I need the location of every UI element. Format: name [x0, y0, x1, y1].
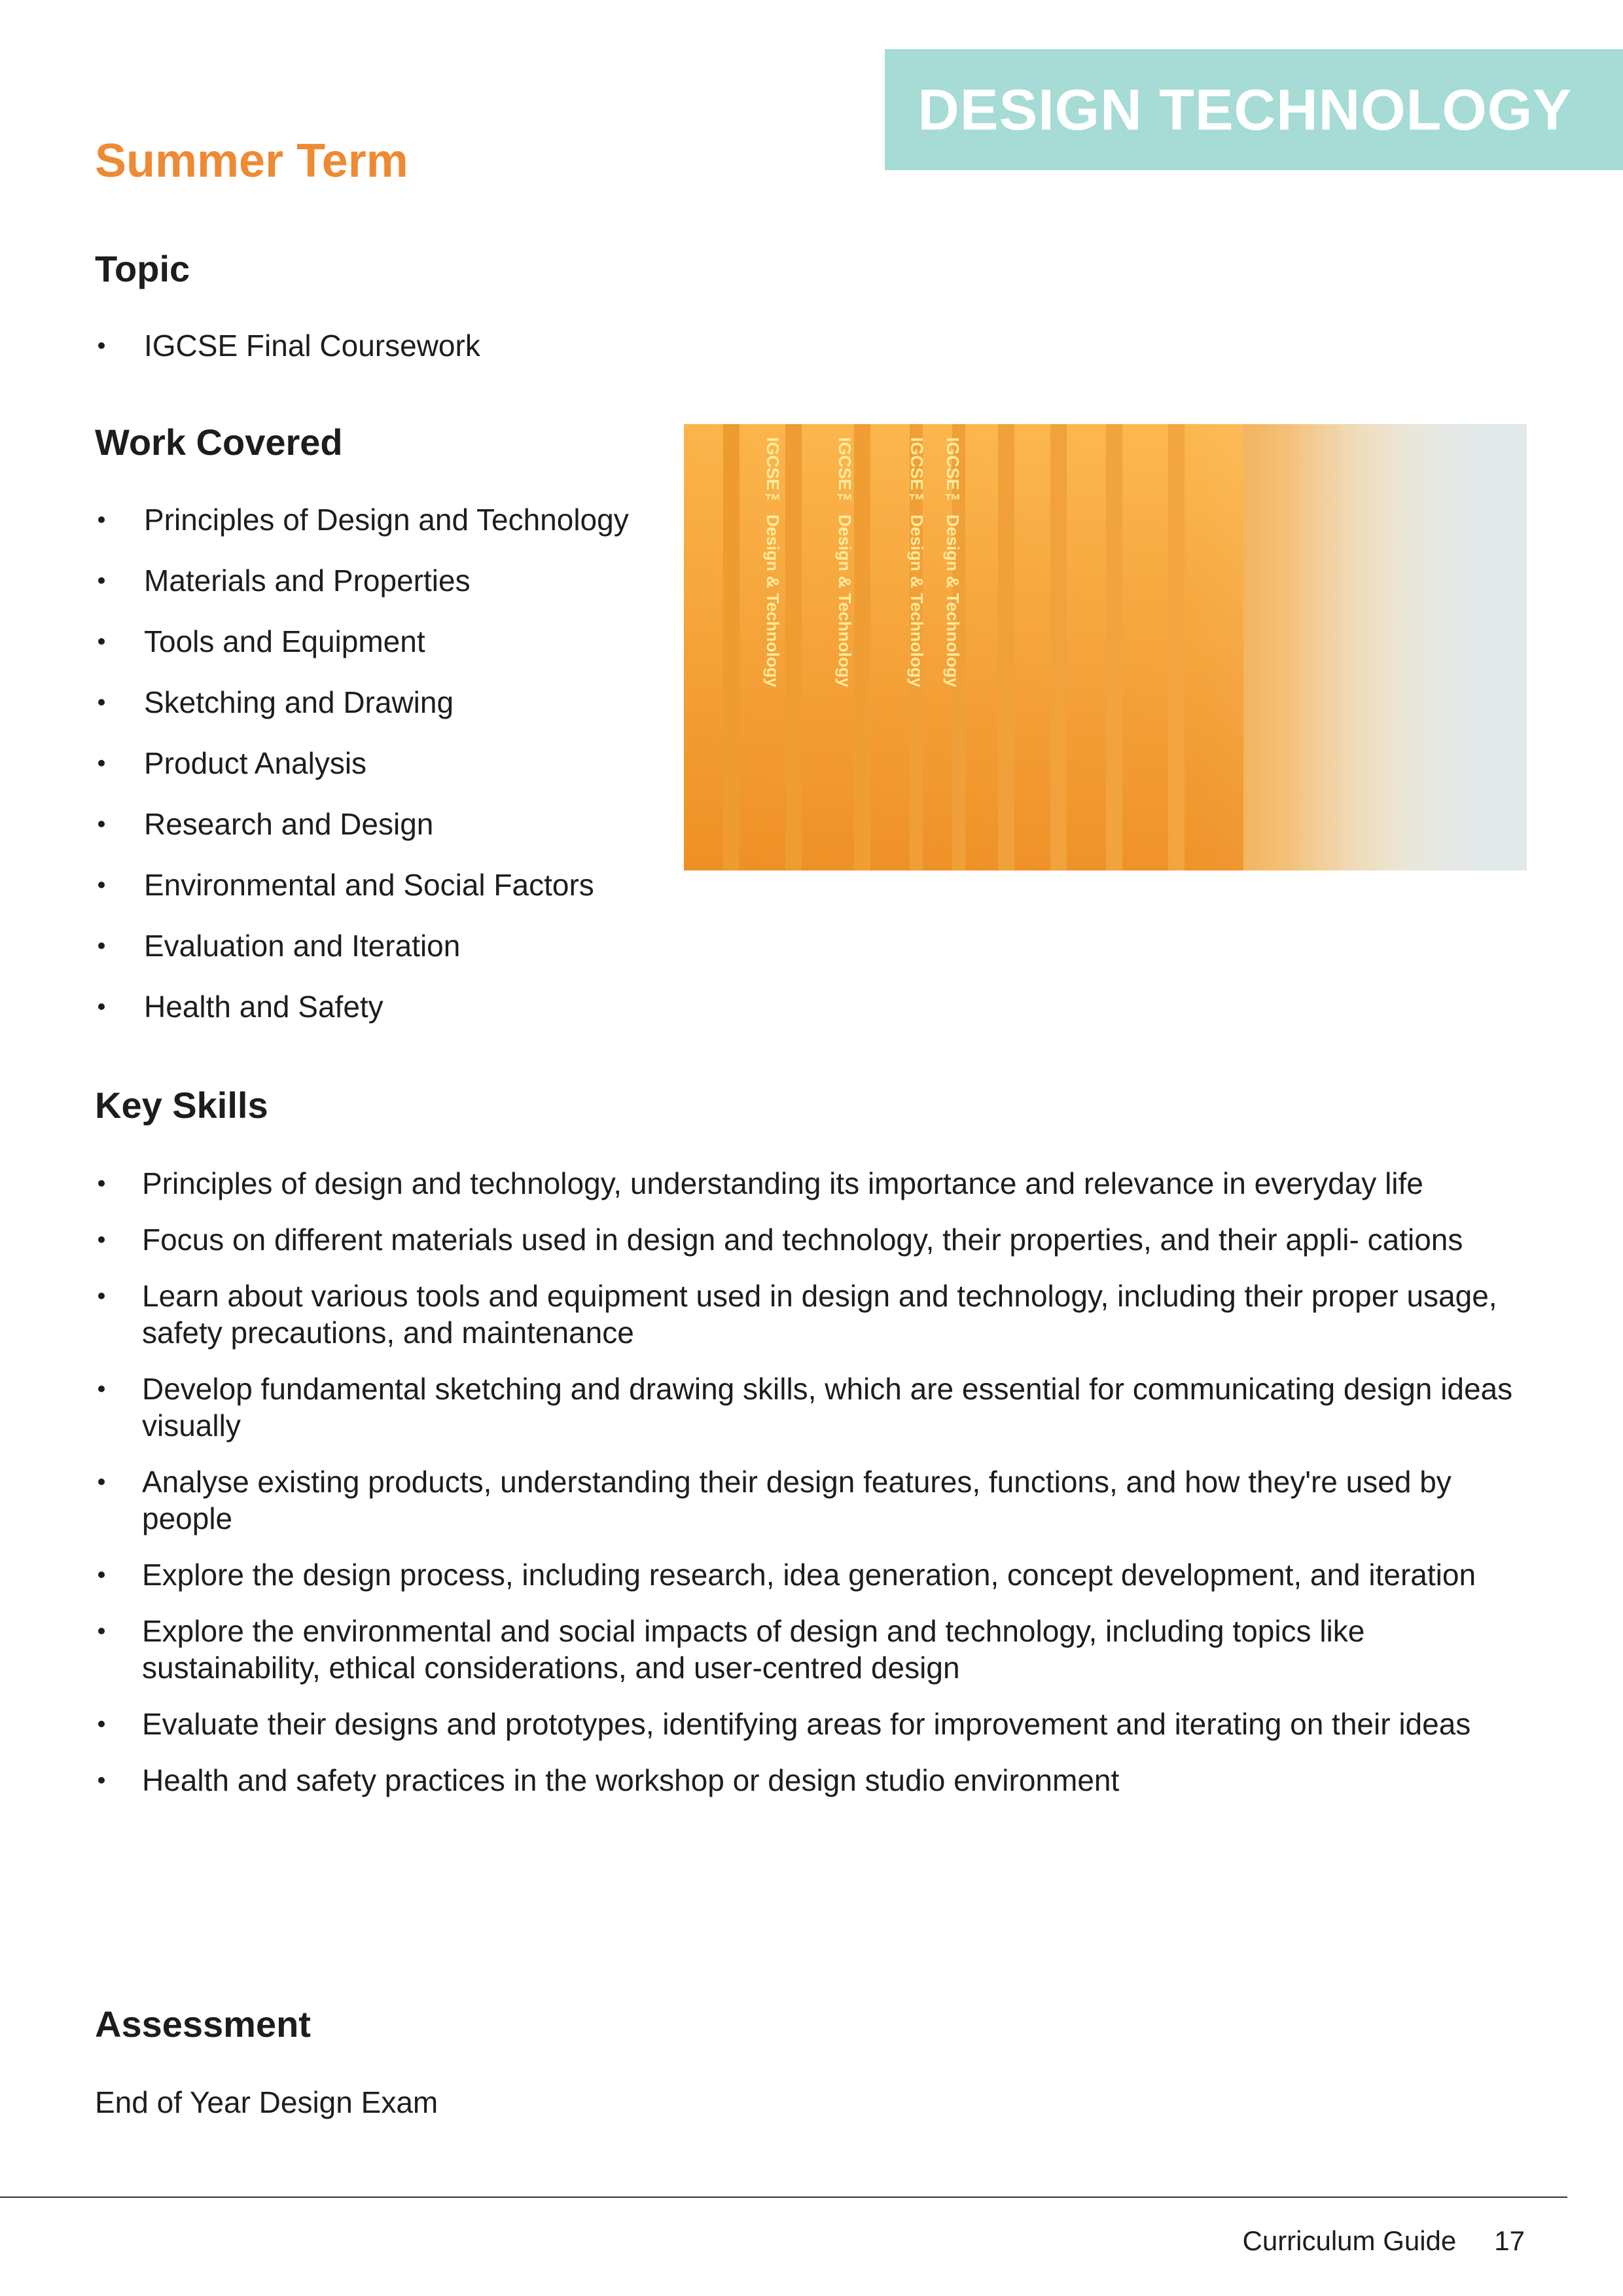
work-covered-list — [95, 501, 629, 1049]
list-item: Focus on different materials used in design and technology, their properties, and their appli- cations — [95, 1221, 1522, 1258]
page-number: 17 — [1494, 2225, 1525, 2256]
list-item: Materials and Properties — [95, 562, 629, 623]
term-title: Summer Term — [95, 135, 408, 187]
list-item: Principles of Design and Technology — [95, 501, 629, 562]
list-item: IGCSE Final Coursework — [95, 327, 480, 388]
topic-list — [95, 327, 480, 388]
list-item: Evaluation and Iteration — [95, 927, 629, 988]
list-item: Health and safety practices in the workshop or design studio environment — [95, 1762, 1522, 1799]
key-skills-heading: Key Skills — [95, 1085, 268, 1126]
list-item: Principles of design and technology, understanding its importance and relevance in everyday life — [95, 1165, 1522, 1202]
list-item: Explore the design process, including research, idea generation, concept development, and iteration — [95, 1556, 1522, 1593]
list-item: Sketching and Drawing — [95, 684, 629, 745]
footer-divider — [0, 2197, 1567, 2198]
footer-label: Curriculum Guide — [1242, 2225, 1457, 2256]
assessment-text: End of Year Design Exam — [95, 2085, 438, 2119]
list-item: Environmental and Social Factors — [95, 867, 629, 927]
subject-banner — [885, 49, 1623, 170]
assessment-heading: Assessment — [95, 2003, 311, 2045]
subject-title: DESIGN TECHNOLOGY — [918, 77, 1572, 142]
list-item: Product Analysis — [95, 745, 629, 806]
textbooks-photo: IGCSE™ Design & Technology IGCSE™ Design & Technology IGCSE™ Design & Technology IGCSE™ Design & Technology — [684, 424, 1527, 870]
list-item: Evaluate their designs and prototypes, identifying areas for improvement and iterating on their ideas — [95, 1706, 1522, 1742]
list-item: Health and Safety — [95, 988, 629, 1049]
footer — [1243, 2225, 1525, 2257]
list-item: Explore the environmental and social impacts of design and technology, including topics like sustainability, ethical considerations, and user-centred design — [95, 1613, 1522, 1686]
key-skills-list — [95, 1165, 1522, 1818]
list-item: Analyse existing products, understanding their design features, functions, and how they're used by people — [95, 1463, 1522, 1537]
list-item: Learn about various tools and equipment used in design and technology, including their proper usage, safety precautions, and maintenance — [95, 1278, 1522, 1351]
list-item: Research and Design — [95, 806, 629, 867]
list-item: Tools and Equipment — [95, 623, 629, 684]
list-item: Develop fundamental sketching and drawing skills, which are essential for communicating design ideas visually — [95, 1371, 1522, 1444]
work-covered-heading: Work Covered — [95, 422, 343, 463]
topic-heading: Topic — [95, 248, 190, 289]
